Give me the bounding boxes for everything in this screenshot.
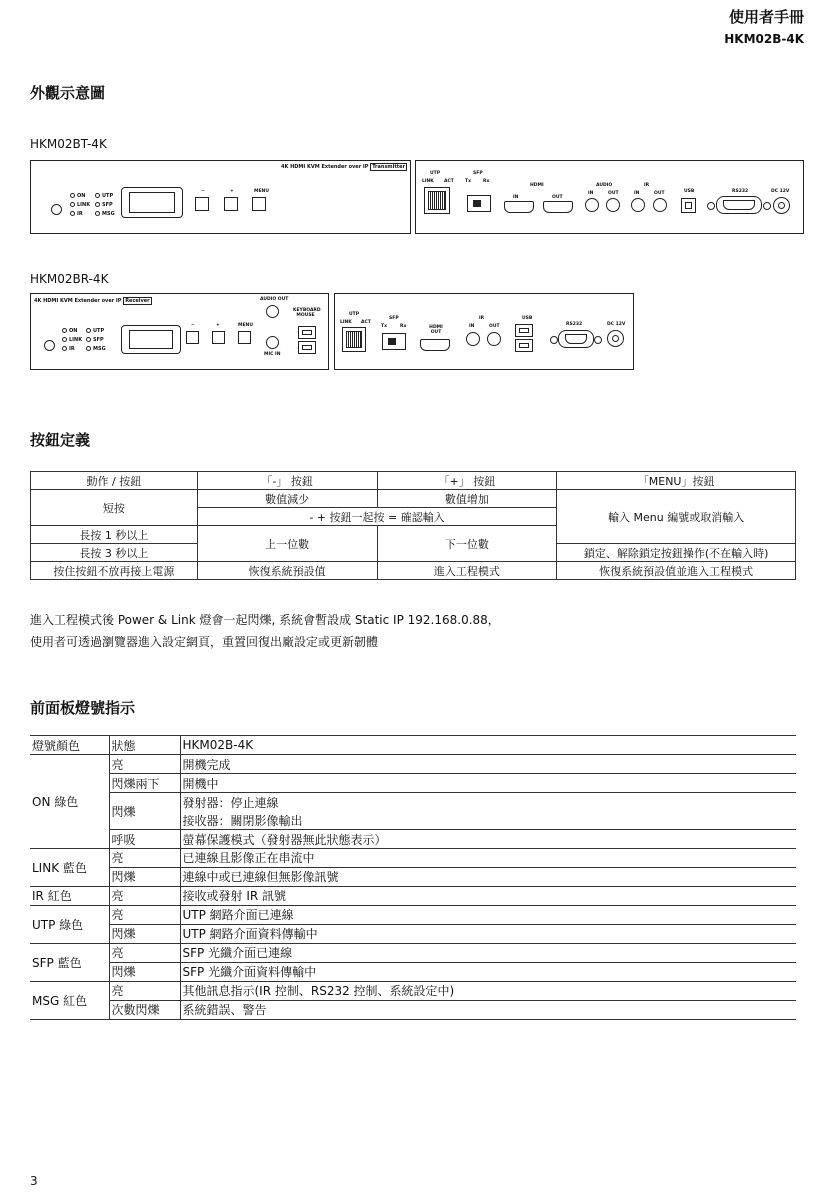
button-definition-table	[30, 471, 796, 580]
led-utp: UTP	[86, 328, 104, 334]
cell-state: 閃爍	[109, 924, 180, 943]
page-number: 3	[30, 1174, 38, 1188]
cell-lock: 鎖定、解除鎖定按鈕操作(不在輸入時)	[557, 544, 796, 562]
table-row	[30, 793, 796, 812]
led-on: ON	[62, 328, 77, 334]
power-led-icon	[44, 340, 55, 351]
tx-label: Tx	[465, 179, 471, 184]
menu-button[interactable]	[252, 197, 266, 211]
cell-desc: 發射器：停止連線	[182, 795, 279, 810]
cell-state: 閃爍兩下	[109, 774, 180, 793]
minus-label: −	[191, 323, 195, 328]
table-row	[30, 886, 796, 905]
cell-desc: SFP 光纖介面已連線	[180, 943, 796, 962]
led-msg: MSG	[86, 346, 106, 352]
header-model: HKM02B-4K	[180, 736, 796, 755]
link-label: LINK	[340, 320, 352, 325]
header-model: HKM02B-4K	[724, 32, 804, 46]
cell-utp-green: UTP 綠色	[30, 905, 109, 943]
header-color: 燈號顏色	[30, 736, 109, 755]
rs232-label: RS232	[566, 322, 583, 327]
hdmi-out-label: OUT	[552, 195, 563, 200]
receiver-model: HKM02BR-4K	[30, 272, 109, 286]
cell-next-digit: 下一位數	[377, 526, 557, 562]
led-on: ON	[70, 193, 85, 199]
cell-short-press: 短按	[31, 490, 198, 526]
rx-label: Rx	[483, 179, 490, 184]
table-row	[30, 924, 796, 943]
note-line-2: 使用者可透過瀏覽器進入設定網頁，重置回復出廠設定或更新韌體	[30, 635, 379, 649]
usb-a-port-icon-2	[298, 341, 316, 354]
receiver-front-panel	[30, 293, 329, 370]
cell-state: 次數閃爍	[109, 1000, 180, 1019]
utp-label: UTP	[349, 312, 360, 317]
transmitter-front-title: 4K HDMI KVM Extender over IP Transmitter	[280, 164, 405, 170]
usb-a-port-icon-2	[515, 339, 533, 352]
header-state: 狀態	[109, 736, 180, 755]
table-row	[30, 755, 796, 774]
usb-b-port-icon	[681, 198, 696, 213]
cell-restore-engineering: 恢復系統預設值並進入工程模式	[557, 562, 796, 580]
sfp-label: SFP	[389, 316, 399, 321]
menu-label: MENU	[238, 323, 253, 328]
hdmi-out-port-icon	[543, 201, 573, 213]
cell-on-green: ON 綠色	[30, 755, 109, 849]
section-leds-title: 前面板燈號指示	[30, 699, 136, 717]
table-row	[31, 472, 796, 490]
plus-button[interactable]	[224, 197, 238, 211]
led-sfp: SFP	[95, 202, 113, 208]
cell-decrease: 數值減少	[197, 490, 377, 508]
sfp-label: SFP	[473, 171, 483, 176]
screw-icon-2	[594, 336, 602, 344]
led-sfp: SFP	[86, 337, 104, 343]
table-row	[30, 736, 796, 755]
table-row	[30, 774, 796, 793]
transmitter-rear-panel	[415, 160, 804, 234]
audio-out-jack-icon	[606, 198, 620, 212]
cell-menu-short: 輸入 Menu 編號或取消輸入	[557, 490, 796, 544]
usb-label: USB	[684, 189, 695, 194]
cell-desc: 其他訊息指示(IR 控制、RS232 控制、系統設定中)	[180, 981, 796, 1000]
ir-out-jack-icon	[653, 198, 667, 212]
header-plus: 「+」 按鈕	[377, 472, 557, 490]
cell-state: 亮	[109, 849, 180, 868]
act-label: ACT	[361, 320, 371, 325]
header-menu: 「MENU」按鈕	[557, 472, 796, 490]
ir-in-label: IN	[634, 191, 640, 196]
audio-out-label: AUDIO OUT	[260, 297, 289, 302]
usb-label: USB	[522, 316, 533, 321]
header-minus: 「-」 按鈕	[197, 472, 377, 490]
cell-both-press: - + 按鈕一起按 = 確認輸入	[197, 508, 557, 526]
table-row	[30, 943, 796, 962]
keyboard-mouse-label: KEYBOARD MOUSE	[293, 308, 321, 318]
cell-desc: 連線中或已連線但無影像訊號	[180, 867, 796, 886]
led-ir: IR	[62, 346, 75, 352]
cell-ir-red: IR 紅色	[30, 886, 109, 905]
act-label: ACT	[444, 179, 454, 184]
led-link: LINK	[70, 202, 90, 208]
utp-label: UTP	[430, 171, 441, 176]
power-led-icon	[51, 204, 62, 215]
hdmi-out-port-icon	[420, 339, 450, 351]
led-indicator-table	[30, 735, 796, 1020]
usb-a-port-icon	[298, 326, 316, 339]
plus-button[interactable]	[212, 331, 225, 344]
table-row	[30, 1000, 796, 1019]
ir-label: IR	[644, 183, 650, 188]
hdmi-label: HDMI	[530, 183, 544, 188]
hdmi-in-port-icon	[504, 201, 534, 213]
cell-desc: 開機中	[180, 774, 796, 793]
dc-jack-icon	[773, 197, 790, 214]
rs232-label: RS232	[732, 189, 749, 194]
hdmi-in-label: IN	[513, 195, 519, 200]
audio-out-jack-icon	[266, 305, 279, 318]
cell-state: 閃爍	[109, 793, 180, 830]
table-row	[30, 849, 796, 868]
ir-out-jack-icon	[487, 332, 501, 346]
cell-state: 亮	[109, 981, 180, 1000]
audio-label: AUDIO	[596, 183, 613, 188]
hdmi-out-label: HDMI OUT	[429, 325, 443, 335]
ir-label: IR	[479, 316, 485, 321]
cell-sfp-blue: SFP 藍色	[30, 943, 109, 981]
cell-desc: 螢幕保護模式（發射器無此狀態表示）	[180, 830, 796, 849]
lcd-display	[121, 187, 183, 218]
sfp-port-icon	[467, 195, 491, 212]
rx-label: Rx	[400, 324, 407, 329]
cell-desc: 系統錯誤、警告	[180, 1000, 796, 1019]
db9-port-icon	[558, 330, 594, 348]
cell-increase: 數值增加	[377, 490, 557, 508]
led-ir: IR	[70, 211, 83, 217]
audio-in-label: IN	[588, 191, 594, 196]
led-link: LINK	[62, 337, 82, 343]
cell-prev-digit: 上一位數	[197, 526, 377, 562]
cell-state: 亮	[109, 943, 180, 962]
table-row	[30, 867, 796, 886]
cell-state: 閃爍	[109, 867, 180, 886]
cell-desc: UTP 網路介面資料傳輸中	[180, 924, 796, 943]
cell-engineering: 進入工程模式	[377, 562, 557, 580]
screw-icon	[550, 336, 558, 344]
cell-long-3s: 長按 3 秒以上	[31, 544, 198, 562]
cell-desc: UTP 網路介面已連線	[180, 905, 796, 924]
cell-state: 亮	[109, 886, 180, 905]
plus-label: +	[230, 189, 234, 194]
mic-in-label: MIC IN	[264, 352, 281, 357]
sfp-port-icon	[382, 333, 406, 350]
minus-button[interactable]	[186, 331, 199, 344]
audio-in-jack-icon	[585, 198, 599, 212]
ir-in-label: IN	[469, 324, 475, 329]
header-action: 動作 / 按鈕	[31, 472, 198, 490]
dc-label: DC 12V	[607, 322, 626, 327]
link-label: LINK	[422, 179, 434, 184]
cell-long-1s: 長按 1 秒以上	[31, 526, 198, 544]
table-row	[30, 962, 796, 981]
audio-out-label: OUT	[608, 191, 619, 196]
table-row	[31, 562, 796, 580]
cell-state: 亮	[109, 755, 180, 774]
lcd-display	[121, 325, 181, 354]
receiver-front-title: 4K HDMI KVM Extender over IP Receiver	[34, 298, 150, 304]
ir-in-jack-icon	[466, 332, 480, 346]
screw-icon-2	[763, 202, 771, 210]
cell-desc: 已連線且影像正在串流中	[180, 849, 796, 868]
tx-label: Tx	[381, 324, 387, 329]
ir-out-label: OUT	[654, 191, 665, 196]
cell-state: 亮	[109, 905, 180, 924]
db9-port-icon	[716, 196, 762, 214]
screw-icon	[707, 202, 715, 210]
cell-link-blue: LINK 藍色	[30, 849, 109, 887]
section-buttons-title: 按鈕定義	[30, 431, 91, 449]
minus-button[interactable]	[195, 197, 209, 211]
cell-desc: 接收或發射 IR 訊號	[180, 886, 796, 905]
led-utp: UTP	[95, 193, 113, 199]
transmitter-front-panel	[30, 160, 411, 234]
cell-desc: 接收器：關閉影像輸出	[180, 811, 796, 830]
cell-restore: 恢復系統預設值	[197, 562, 377, 580]
minus-label: −	[201, 189, 205, 194]
cell-state: 閃爍	[109, 962, 180, 981]
table-row	[30, 981, 796, 1000]
plus-label: +	[216, 323, 220, 328]
manual-title: 使用者手冊	[728, 8, 804, 26]
cell-desc: SFP 光纖介面資料傳輸中	[180, 962, 796, 981]
menu-button[interactable]	[238, 331, 251, 344]
table-row	[31, 490, 796, 508]
usb-a-port-icon	[515, 324, 533, 337]
cell-desc: 開機完成	[180, 755, 796, 774]
mic-in-jack-icon	[266, 336, 279, 349]
transmitter-model: HKM02BT-4K	[30, 137, 107, 151]
rj45-port-icon	[424, 187, 450, 214]
section-appearance-title: 外觀示意圖	[30, 84, 106, 102]
rj45-port-icon	[342, 327, 366, 352]
dc-jack-icon	[607, 330, 624, 347]
cell-power-hold: 按住按鈕不放再接上電源	[31, 562, 198, 580]
table-row	[30, 830, 796, 849]
ir-out-label: OUT	[489, 324, 500, 329]
note-line-1: 進入工程模式後 Power & Link 燈會一起閃爍, 系統會暫設成 Static IP 192.168.0.88，	[30, 613, 500, 627]
table-row	[30, 905, 796, 924]
ir-in-jack-icon	[631, 198, 645, 212]
led-msg: MSG	[95, 211, 115, 217]
receiver-rear-panel	[334, 293, 634, 370]
cell-msg-red: MSG 紅色	[30, 981, 109, 1019]
dc-label: DC 12V	[771, 189, 790, 194]
cell-state: 呼吸	[109, 830, 180, 849]
menu-label: MENU	[254, 189, 269, 194]
